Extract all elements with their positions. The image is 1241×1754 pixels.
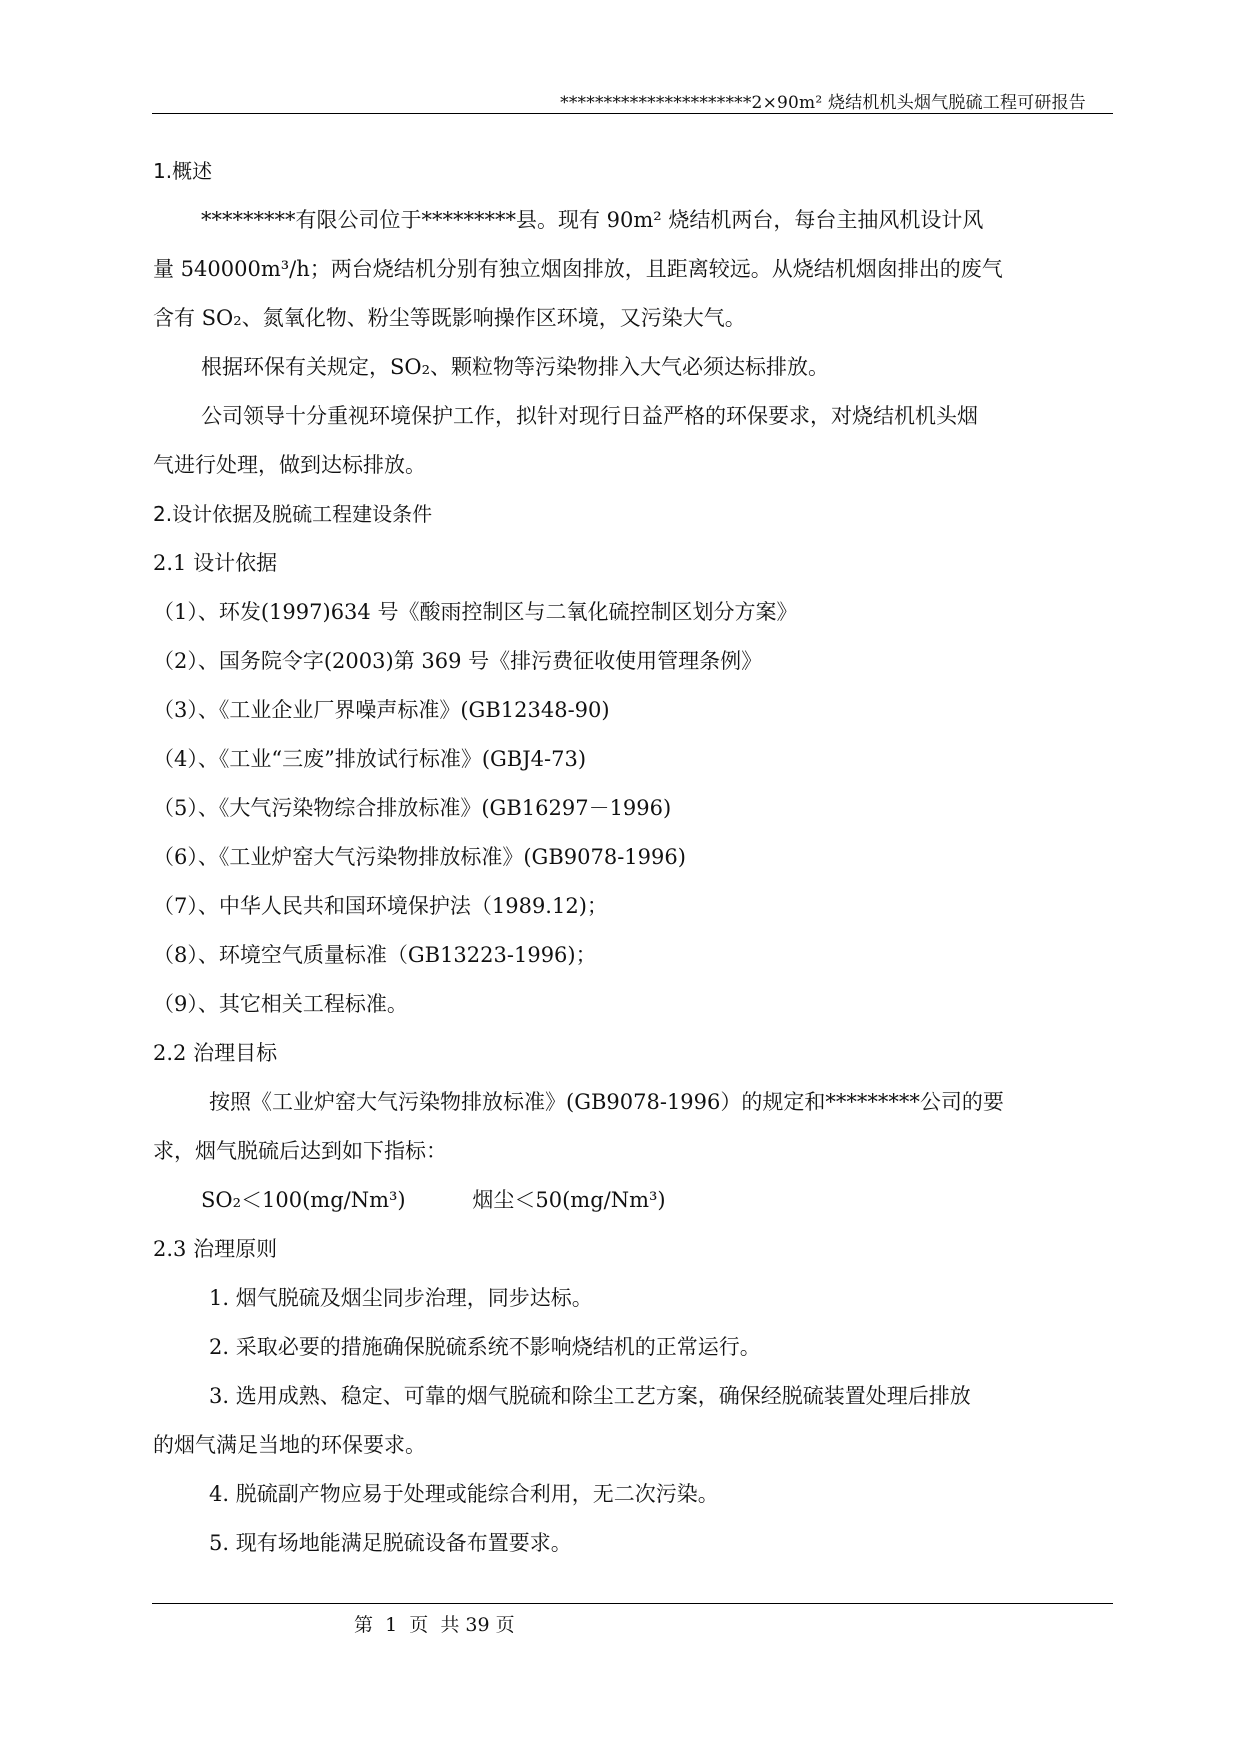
principle-item: 4. 脱硫副产物应易于处理或能综合利用，无二次污染。 <box>209 1482 719 1506</box>
reference-item: （5）、《大气污染物综合排放标准》(GB16297－1996) <box>153 796 672 820</box>
running-header: **********************2×90m² 烧结机机头烟气脱硫工程可研报告 <box>560 93 1086 113</box>
header-divider <box>152 113 1113 114</box>
paragraph-line: 量 540000m³/h；两台烧结机分别有独立烟囱排放，且距离较远。从烧结机烟囱排出的废气 <box>153 257 1003 281</box>
subsection-2-2-heading: 2.2 治理目标 <box>153 1041 278 1065</box>
reference-item: （8）、环境空气质量标准（GB13223-1996)； <box>153 943 597 967</box>
reference-item: （9）、其它相关工程标准。 <box>153 992 408 1016</box>
subsection-2-3-heading: 2.3 治理原则 <box>153 1237 278 1261</box>
section-2-heading: 2.设计依据及脱硫工程建设条件 <box>153 502 433 526</box>
reference-item: （3）、《工业企业厂界噪声标准》(GB12348-90) <box>153 698 610 722</box>
principle-item: 3. 选用成熟、稳定、可靠的烟气脱硫和除尘工艺方案，确保经脱硫装置处理后排放 <box>209 1384 971 1408</box>
paragraph-line: 气进行处理，做到达标排放。 <box>153 453 426 477</box>
principle-item: 1. 烟气脱硫及烟尘同步治理，同步达标。 <box>209 1286 593 1310</box>
paragraph-line: *********有限公司位于*********县。现有 90m² 烧结机两台，每台主抽风机设计风 <box>201 208 984 232</box>
paragraph-line: 根据环保有关规定，SO₂、颗粒物等污染物排入大气必须达标排放。 <box>201 355 830 379</box>
principle-item: 5. 现有场地能满足脱硫设备布置要求。 <box>209 1531 572 1555</box>
reference-item: （2）、国务院令字(2003)第 369 号《排污费征收使用管理条例》 <box>153 649 763 673</box>
paragraph-line: 含有 SO₂、氮氧化物、粉尘等既影响操作区环境，又污染大气。 <box>153 306 746 330</box>
paragraph-line: 公司领导十分重视环境保护工作，拟针对现行日益严格的环保要求，对烧结机机头烟 <box>201 404 978 428</box>
footer-divider <box>152 1603 1113 1604</box>
reference-item: （1）、环发(1997)634 号《酸雨控制区与二氧化硫控制区划分方案》 <box>153 600 798 624</box>
subsection-2-1-heading: 2.1 设计依据 <box>153 551 278 575</box>
reference-item: （7）、中华人民共和国环境保护法（1989.12)； <box>153 894 608 918</box>
reference-item: （4）、《工业“三废”排放试行标准》(GBJ4-73) <box>153 747 587 771</box>
section-1-heading: 1.概述 <box>153 159 213 183</box>
emission-targets: SO₂＜100(mg/Nm³) 烟尘＜50(mg/Nm³) <box>201 1188 666 1212</box>
reference-item: （6）、《工业炉窑大气污染物排放标准》(GB9078-1996) <box>153 845 686 869</box>
paragraph-line: 求，烟气脱硫后达到如下指标： <box>153 1139 447 1163</box>
document-body <box>153 158 1115 1579</box>
principle-item-continued: 的烟气满足当地的环保要求。 <box>153 1433 426 1457</box>
paragraph-line: 按照《工业炉窑大气污染物排放标准》(GB9078-1996）的规定和*********公司的要 <box>209 1090 1004 1114</box>
principle-item: 2. 采取必要的措施确保脱硫系统不影响烧结机的正常运行。 <box>209 1335 761 1359</box>
page-number: 第 1 页 共 39 页 <box>354 1614 515 1636</box>
